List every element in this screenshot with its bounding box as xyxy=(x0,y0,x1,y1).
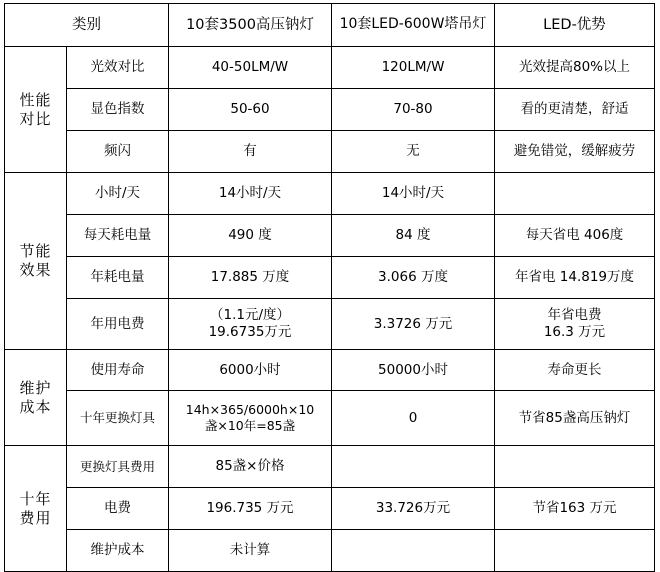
row-value-advantage xyxy=(495,173,655,215)
row-value-led: 0 xyxy=(332,391,495,446)
row-value-advantage: 年省电 14.819万度 xyxy=(495,257,655,299)
row-item: 十年更换灯具 xyxy=(67,391,169,446)
table-header-row xyxy=(5,4,655,47)
row-item: 维护成本 xyxy=(67,530,169,572)
comparison-sheet xyxy=(0,3,660,559)
row-item: 显色指数 xyxy=(67,89,169,131)
row-value-hps: 196.735 万元 xyxy=(169,488,332,530)
header-hps: 10套3500高压钠灯 xyxy=(169,4,332,47)
table-row xyxy=(5,89,655,131)
row-item: 电费 xyxy=(67,488,169,530)
row-item: 频闪 xyxy=(67,131,169,173)
row-value-advantage: 节省163 万元 xyxy=(495,488,655,530)
row-value-hps: 有 xyxy=(169,131,332,173)
row-value-hps: 6000小时 xyxy=(169,350,332,391)
row-value-led: 50000小时 xyxy=(332,350,495,391)
group-label-energy-saving: 节能 效果 xyxy=(5,173,67,350)
comparison-table xyxy=(4,3,655,572)
row-value-led: 3.3726 万元 xyxy=(332,299,495,350)
row-item: 每天耗电量 xyxy=(67,215,169,257)
row-value-hps: 50-60 xyxy=(169,89,332,131)
row-item: 更换灯具费用 xyxy=(67,446,169,488)
row-value-led: 70-80 xyxy=(332,89,495,131)
row-value-led: 84 度 xyxy=(332,215,495,257)
group-label-performance: 性能 对比 xyxy=(5,47,67,173)
row-value-led: 120LM/W xyxy=(332,47,495,89)
row-value-hps: 14h×365/6000h×10 盏×10年=85盏 xyxy=(169,391,332,446)
row-value-advantage: 节省85盏高压钠灯 xyxy=(495,391,655,446)
table-row xyxy=(5,257,655,299)
table-row xyxy=(5,173,655,215)
row-value-hps: 85盏×价格 xyxy=(169,446,332,488)
row-value-hps: （1.1元/度） 19.6735万元 xyxy=(169,299,332,350)
row-item: 年用电费 xyxy=(67,299,169,350)
row-value-hps: 40-50LM/W xyxy=(169,47,332,89)
row-value-led xyxy=(332,446,495,488)
row-item: 小时/天 xyxy=(67,173,169,215)
row-value-advantage xyxy=(495,446,655,488)
header-category: 类别 xyxy=(5,4,169,47)
table-row xyxy=(5,215,655,257)
header-led: 10套LED-600W塔吊灯 xyxy=(332,4,495,47)
row-value-advantage: 每天省电 406度 xyxy=(495,215,655,257)
row-value-hps: 未计算 xyxy=(169,530,332,572)
table-row xyxy=(5,47,655,89)
header-advantage: LED-优势 xyxy=(495,4,655,47)
row-value-led: 14小时/天 xyxy=(332,173,495,215)
row-value-advantage: 光效提高80%以上 xyxy=(495,47,655,89)
row-value-led: 33.726万元 xyxy=(332,488,495,530)
row-value-hps: 490 度 xyxy=(169,215,332,257)
table-row xyxy=(5,299,655,350)
row-value-led: 3.066 万度 xyxy=(332,257,495,299)
row-item: 年耗电量 xyxy=(67,257,169,299)
table-row xyxy=(5,446,655,488)
table-row xyxy=(5,488,655,530)
table-row xyxy=(5,350,655,391)
row-item: 光效对比 xyxy=(67,47,169,89)
row-value-advantage: 看的更清楚，舒适 xyxy=(495,89,655,131)
row-value-led: 无 xyxy=(332,131,495,173)
row-value-hps: 17.885 万度 xyxy=(169,257,332,299)
row-value-advantage: 避免错觉，缓解疲劳 xyxy=(495,131,655,173)
group-label-maintenance-cost: 维护 成本 xyxy=(5,350,67,446)
row-value-advantage: 年省电费 16.3 万元 xyxy=(495,299,655,350)
group-label-ten-year-cost: 十年 费用 xyxy=(5,446,67,572)
row-value-hps: 14小时/天 xyxy=(169,173,332,215)
row-item: 使用寿命 xyxy=(67,350,169,391)
table-row xyxy=(5,131,655,173)
table-row xyxy=(5,391,655,446)
row-value-advantage: 寿命更长 xyxy=(495,350,655,391)
